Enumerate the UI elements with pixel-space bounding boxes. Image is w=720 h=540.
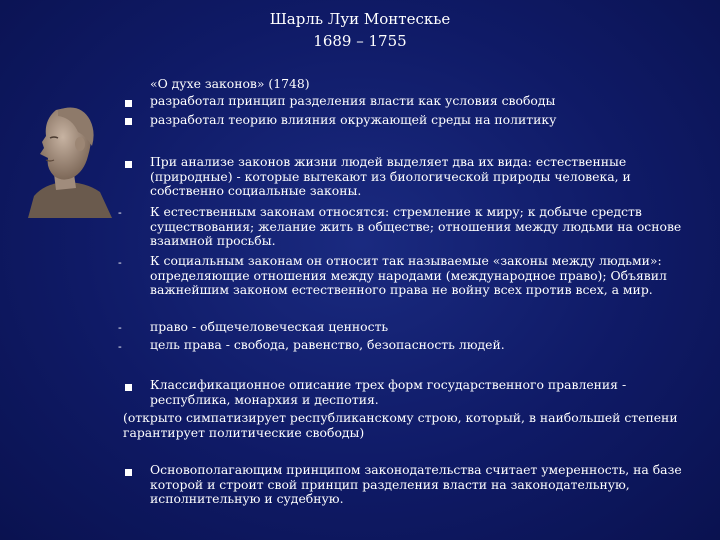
block3-note bbox=[123, 411, 693, 440]
block3-note-text: (открыто симпатизирует республиканскому строю, который, в наибольшей степени гарантирует политические свободы) bbox=[123, 410, 678, 440]
bullet-dash-icon: - bbox=[118, 256, 122, 269]
bullet-square-icon bbox=[125, 161, 132, 168]
block4-text: Основополагающим принципом законодательства считает умеренность, на базе которой и строит свой принцип разделения власти на законодательную, исполнительную и судебную. bbox=[150, 462, 682, 507]
bullet-square-icon bbox=[125, 100, 132, 107]
bullet-dash-icon: - bbox=[118, 340, 122, 353]
block2-intro: При анализе законов жизни людей выделяет два их вида: естественные (природные) - которые вытекают из биологической природы человека, и собственно социальные законы. bbox=[150, 154, 631, 199]
title-years: 1689 – 1755 bbox=[313, 32, 407, 50]
title-name: Шарль Луи Монтескье bbox=[269, 10, 451, 28]
block1-item: разработал принцип разделения власти как условия свободы bbox=[150, 93, 556, 108]
block1-heading: «О духе законов» (1748) bbox=[150, 76, 310, 91]
block2-item: К естественным законам относятся: стремление к миру; к добыче средств существования; желание жить в обществе; отношения между людьми на основе взаимной просьбы. bbox=[150, 204, 682, 249]
block2-item: право - общечеловеческая ценность bbox=[150, 319, 389, 334]
bullet-square-icon bbox=[125, 118, 132, 125]
block2-item: К социальным законам он относит так называемые «законы между людьми»: определяющие отношения между народами (международное право); Объявил важнейшим законом естественного права не войну всех против всех, а мир. bbox=[150, 253, 667, 298]
bullet-dash-icon: - bbox=[118, 321, 122, 334]
block2-item: цель права - свобода, равенство, безопасность людей. bbox=[150, 337, 505, 352]
block1-item: разработал теорию влияния окружающей среды на политику bbox=[150, 112, 557, 127]
bullet-square-icon bbox=[125, 384, 132, 391]
block3-text: Классификационное описание трех форм государственного правления - республика, монархия и деспотия. bbox=[150, 377, 627, 407]
bullet-square-icon bbox=[125, 469, 132, 476]
bullet-dash-icon: - bbox=[118, 206, 122, 219]
